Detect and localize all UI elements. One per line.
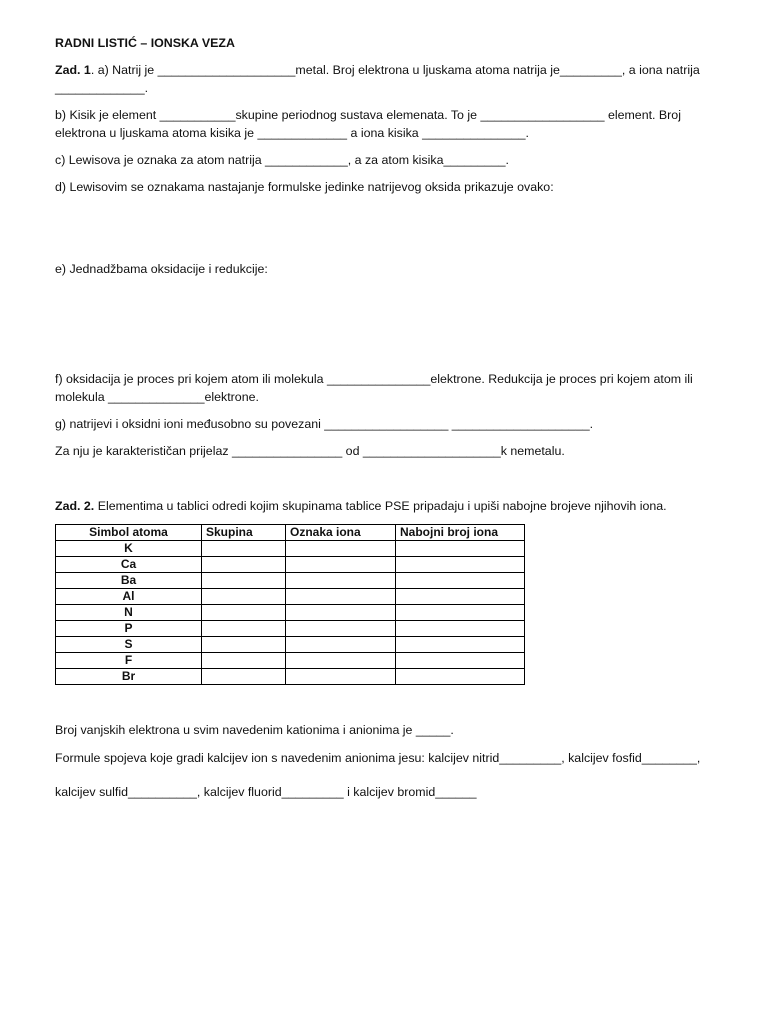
charge-cell[interactable] (396, 653, 525, 669)
ion-label-cell[interactable] (286, 573, 396, 589)
task1-a-line2: _____________. (55, 81, 149, 95)
symbol-cell: P (56, 621, 202, 637)
ion-label-cell[interactable] (286, 669, 396, 685)
table-row (56, 605, 525, 621)
task1-c: c) Lewisova je oznaka za atom natrija ____________, a za atom kisika_________. (55, 153, 509, 167)
symbol-cell: F (56, 653, 202, 669)
task1-label: Zad. 1 (55, 63, 91, 77)
task2-prompt: Zad. 2. Elementima u tablici odredi kojim skupinama tablice PSE pripadaju i upiši nabojne brojeve njihovih iona. (55, 499, 667, 513)
group-cell[interactable] (202, 573, 286, 589)
group-cell[interactable] (202, 541, 286, 557)
header-ion-label: Oznaka iona (286, 525, 396, 541)
symbol-cell: S (56, 637, 202, 653)
table-row (56, 557, 525, 573)
ion-label-cell[interactable] (286, 637, 396, 653)
group-cell[interactable] (202, 653, 286, 669)
group-cell[interactable] (202, 621, 286, 637)
table-row (56, 669, 525, 685)
task2-formulas-line1: Formule spojeva koje gradi kalcijev ion s navedenim anionima jesu: kalcijev nitrid_________, kalcijev fosfid________, (55, 751, 701, 765)
header-charge-number: Nabojni broj iona (396, 525, 525, 541)
charge-cell[interactable] (396, 637, 525, 653)
ion-label-cell[interactable] (286, 605, 396, 621)
charge-cell[interactable] (396, 557, 525, 573)
charge-cell[interactable] (396, 589, 525, 605)
task2-label: Zad. 2. (55, 499, 95, 513)
task1-f-line1: f) oksidacija je proces pri kojem atom ili molekula _______________elektrone. Redukcija je proces pri kojem atom ili (55, 372, 693, 386)
symbol-cell: N (56, 605, 202, 621)
table-row (56, 637, 525, 653)
header-group: Skupina (202, 525, 286, 541)
task1-d: d) Lewisovim se oznakama nastajanje formulske jedinke natrijevog oksida prikazuje ovako: (55, 180, 554, 194)
task1-h: Za nju je karakterističan prijelaz ________________ od ____________________k nemetalu. (55, 444, 565, 458)
ion-label-cell[interactable] (286, 589, 396, 605)
group-cell[interactable] (202, 589, 286, 605)
charge-cell[interactable] (396, 541, 525, 557)
symbol-cell: Ca (56, 557, 202, 573)
table-row (56, 573, 525, 589)
symbol-cell: K (56, 541, 202, 557)
ion-label-cell[interactable] (286, 541, 396, 557)
task1-e: e) Jednadžbama oksidacije i redukcije: (55, 262, 268, 276)
symbol-cell: Al (56, 589, 202, 605)
charge-cell[interactable] (396, 573, 525, 589)
task1-g: g) natrijevi i oksidni ioni međusobno su povezani __________________ ____________________. (55, 417, 594, 431)
symbol-cell: Br (56, 669, 202, 685)
ion-label-cell[interactable] (286, 653, 396, 669)
group-cell[interactable] (202, 669, 286, 685)
ion-label-cell[interactable] (286, 557, 396, 573)
table-row (56, 653, 525, 669)
task1-b-line1: b) Kisik je element ___________skupine periodnog sustava elemenata. To je __________________ element. Broj (55, 108, 681, 122)
table-row (56, 589, 525, 605)
task2-formulas-line2: kalcijev sulfid__________, kalcijev fluorid_________ i kalcijev bromid______ (55, 785, 477, 799)
table-row (56, 621, 525, 637)
group-cell[interactable] (202, 637, 286, 653)
ion-label-cell[interactable] (286, 621, 396, 637)
elements-table (55, 524, 525, 685)
task1-f-line2: molekula ______________elektrone. (55, 390, 259, 404)
task1-a-line1: Zad. 1. a) Natrij je ____________________metal. Broj elektrona u ljuskama atoma natrija je_________, a iona natrija (55, 63, 700, 77)
worksheet-title: RADNI LISTIĆ – IONSKA VEZA (55, 36, 235, 50)
symbol-cell: Ba (56, 573, 202, 589)
task2-outer-electrons: Broj vanjskih elektrona u svim navedenim kationima i anionima je _____. (55, 723, 454, 737)
charge-cell[interactable] (396, 605, 525, 621)
table-header-row (56, 525, 525, 541)
table-row (56, 541, 525, 557)
charge-cell[interactable] (396, 621, 525, 637)
charge-cell[interactable] (396, 669, 525, 685)
task1-b-line2: elektrona u ljuskama atoma kisika je _____________ a iona kisika _______________. (55, 126, 529, 140)
header-symbol: Simbol atoma (56, 525, 202, 541)
group-cell[interactable] (202, 557, 286, 573)
group-cell[interactable] (202, 605, 286, 621)
